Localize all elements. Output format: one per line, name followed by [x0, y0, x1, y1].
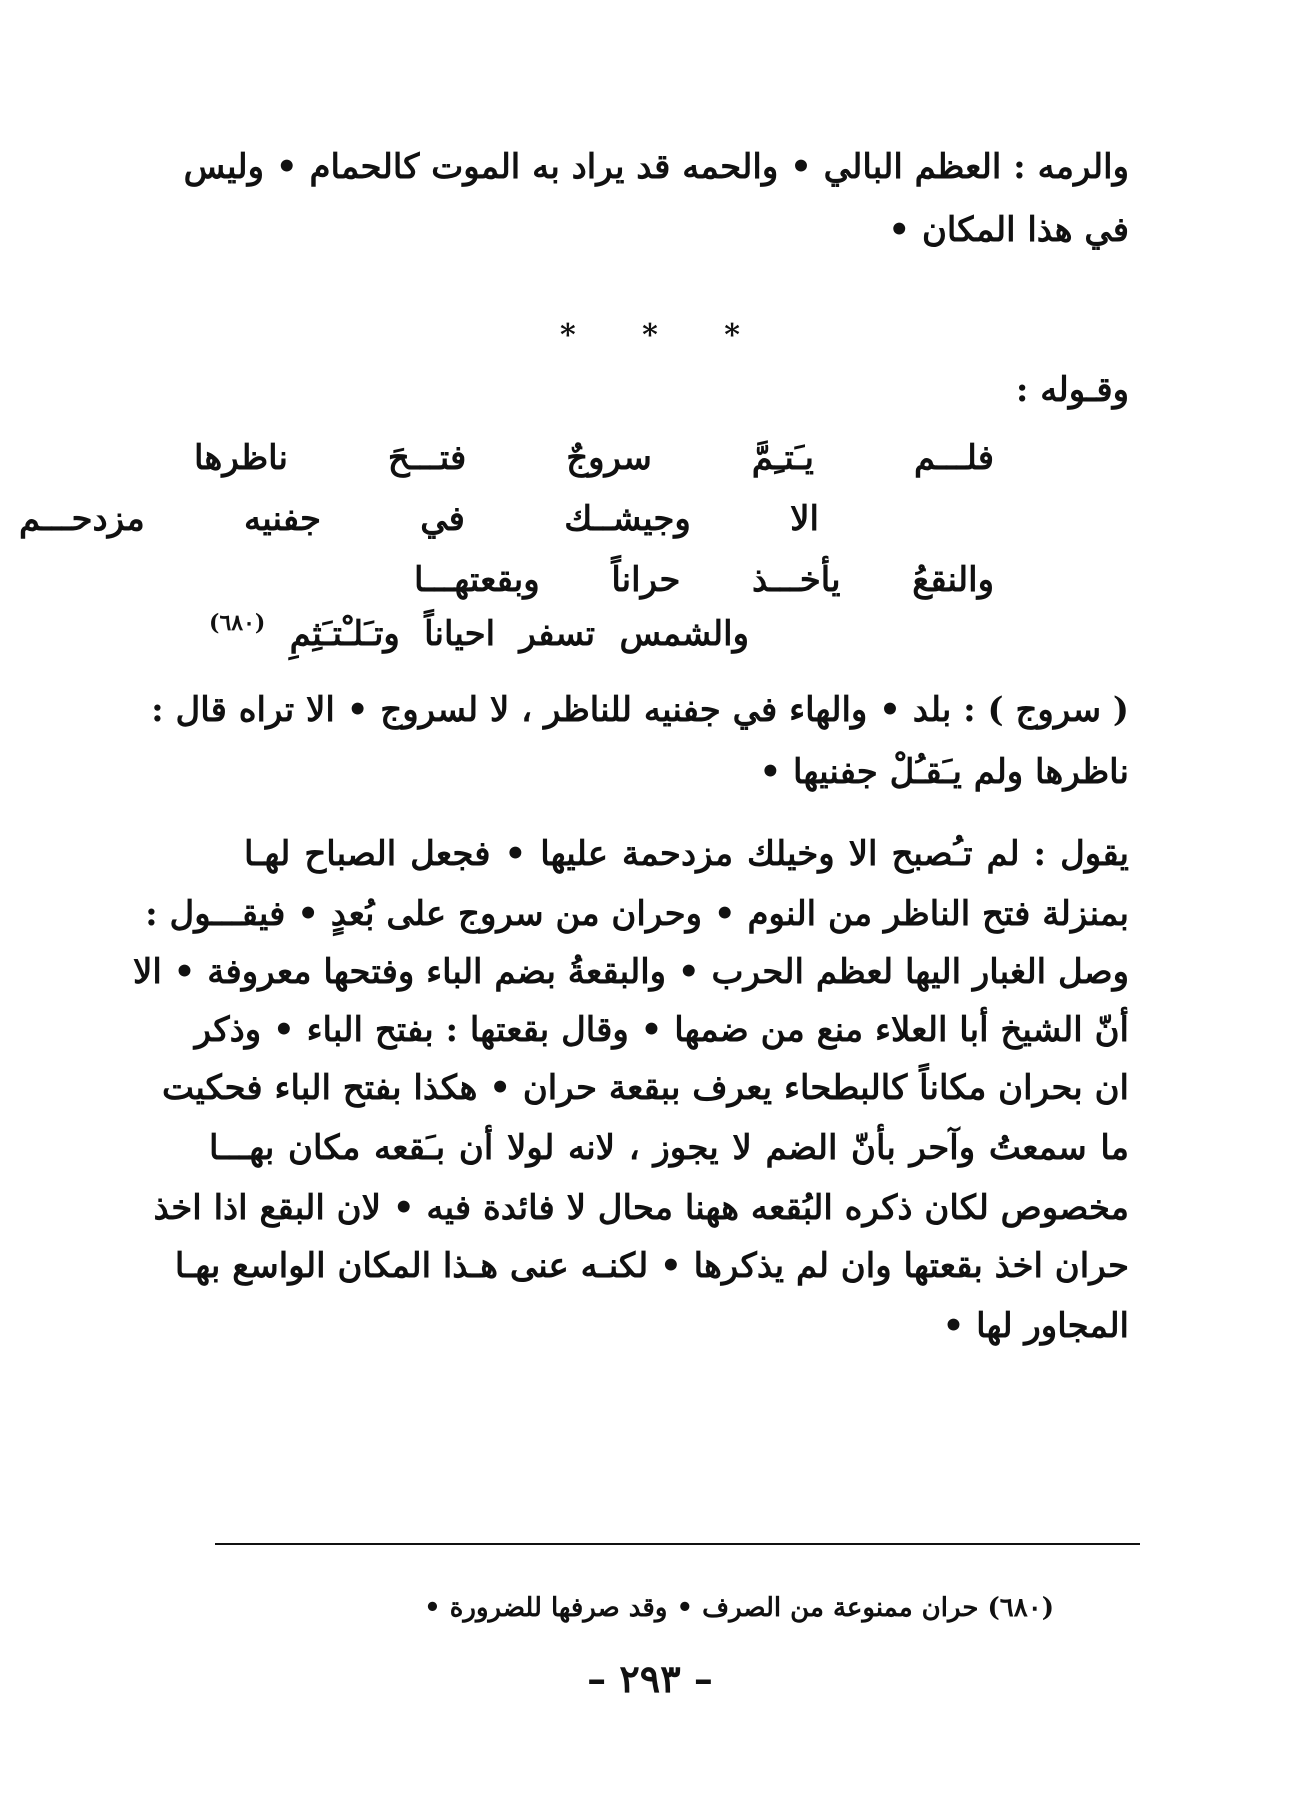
verse-word: والشمس: [619, 614, 749, 654]
footnote-reference: (٦٨٠): [209, 610, 266, 636]
verse-word: فتـــحَ: [387, 438, 467, 478]
paragraph-line: ما سمعتُ وآحر بأنّ الضم لا يجوز ، لانه لولا أن بـَقعه مكان بهـــا: [209, 1128, 1129, 1168]
verse-word: وبقعتهـــا: [414, 560, 540, 600]
separator-star: *: [642, 318, 658, 353]
separator-star: *: [560, 318, 576, 353]
paragraph-line: بمنزلة فتح الناظر من النوم • وحران من سروج على بُعدٍ • فيقـــول :: [145, 894, 1129, 934]
verse-word: جفنيه: [244, 499, 321, 539]
verse-word: يـَتـِمَّ: [751, 438, 815, 478]
paragraph-line: مخصوص لكان ذكره البُقعه ههنا محال لا فائدة فيه • لان البقع اذا اخذ: [153, 1188, 1129, 1228]
paragraph-line: ان بحران مكاناً كالبطحاء يعرف ببقعة حران • هكذا بفتح الباء فحكيت: [162, 1068, 1129, 1108]
verse-line: [194, 436, 994, 480]
verse-word: الا: [790, 499, 819, 539]
verse-intro: وقـوله :: [1015, 370, 1129, 410]
verse-line: [19, 497, 819, 541]
paragraph-line: ( سروج ) : بلد • والهاء في جفنيه للناظر ، لا لسروج • الا تراه قال :: [151, 690, 1129, 730]
paragraph-line: المجاور لها •: [942, 1306, 1129, 1346]
verse-word: احياناً: [424, 614, 496, 654]
page-number: – ٢٩٣ –: [587, 1656, 713, 1701]
verse-line: [414, 558, 994, 602]
verse-word: يأخـــذ: [752, 560, 841, 600]
verse-word: وجيشــك: [564, 499, 691, 539]
paragraph-line: يقول : لم تـُصبح الا وخيلك مزدحمة عليها • فجعل الصباح لهـا: [244, 834, 1129, 874]
paragraph-line: وصل الغبار اليها لعظم الحرب • والبقعةُ بضم الباء وفتحها معروفة • الا: [132, 952, 1129, 992]
verse-word: سروجٌ: [566, 438, 652, 478]
separator-star: *: [724, 318, 740, 353]
verse-line: [209, 612, 749, 656]
paragraph-line: في هذا المكان •: [888, 210, 1129, 250]
verse-word: ناظرها: [194, 438, 288, 478]
paragraph-line: أنّ الشيخ أبا العلاء منع من ضمها • وقال بقعتها : بفتح الباء • وذكر: [194, 1010, 1129, 1050]
verse-word: في: [420, 499, 465, 539]
verse-word: فلـــم: [913, 438, 994, 478]
paragraph-line: ناظرها ولم يـَقـُلْ جفنيها •: [759, 752, 1129, 792]
footnote: (٦٨٠) حران ممنوعة من الصرف • وقد صرفها للضرورة •: [424, 1593, 1054, 1623]
footnote-divider: [215, 1543, 1140, 1545]
verse-word: والنقعُ: [912, 560, 994, 600]
verse-word: تسفر: [519, 614, 596, 654]
verse-word: مزدحـــم: [19, 499, 145, 539]
verse-word: حراناً: [611, 560, 681, 600]
section-separator: [560, 318, 740, 353]
verse-word: وتـَلـْتـَثِمِ: [289, 614, 400, 654]
paragraph-line: حران اخذ بقعتها وان لم يذكرها • لكنـه عنى هـذا المكان الواسع بهـا: [174, 1246, 1129, 1286]
paragraph-line: والرمه : العظم البالي • والحمه قد يراد به الموت كالحمام • وليس: [183, 147, 1129, 187]
